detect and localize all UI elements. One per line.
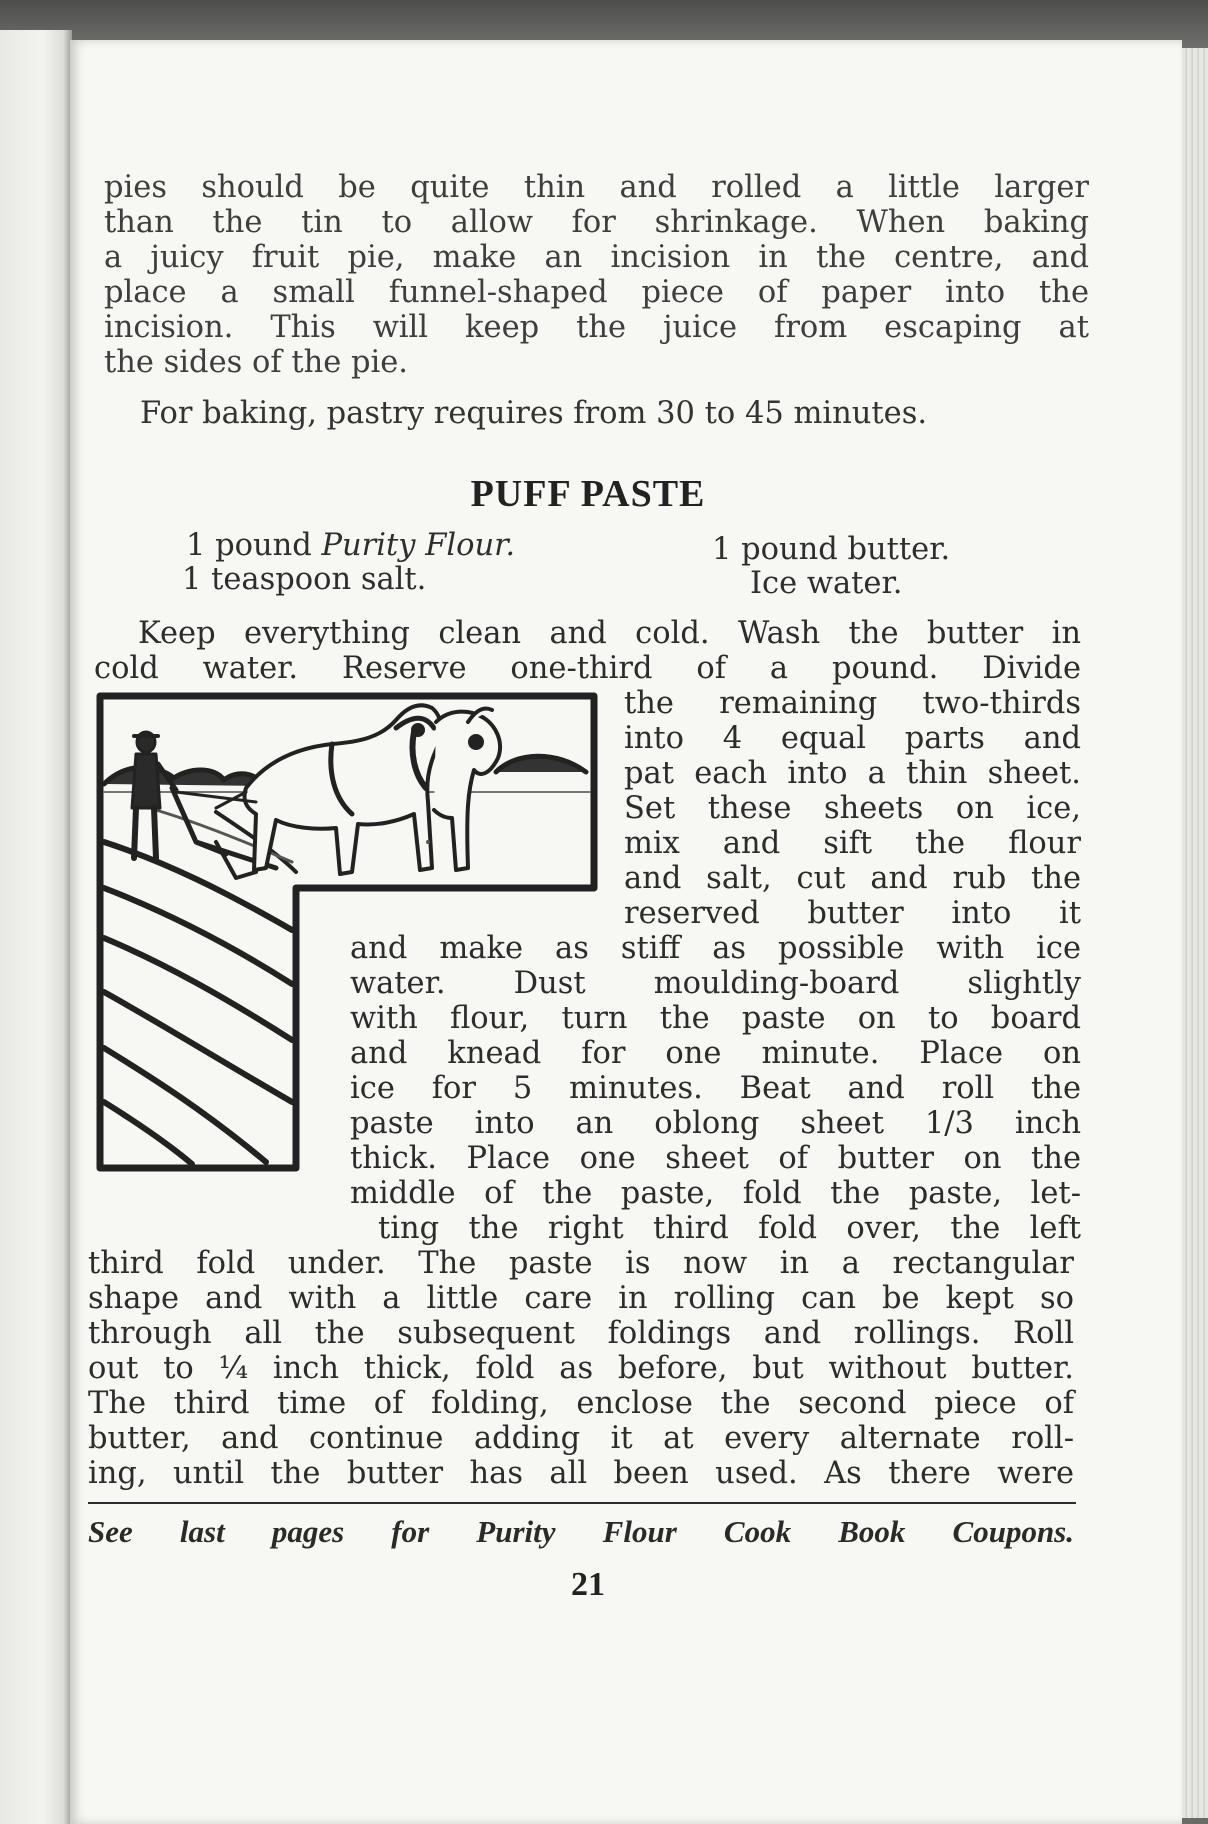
text-line: paste into an oblong sheet 1/3 inch [350, 1106, 1081, 1141]
text-line: incision. This will keep the juice from escaping at [104, 310, 1089, 345]
farmer-figure [132, 732, 176, 858]
text-line: than the tin to allow for shrinkage. When baking [104, 205, 1089, 240]
ingredient-water: Ice water. [750, 566, 903, 601]
text-line: and salt, cut and rub the [624, 861, 1081, 896]
text-line: water. Dust moulding-board slightly [350, 966, 1081, 1001]
method-paragraph-mid [350, 931, 1081, 1246]
ingredient-salt: 1 teaspoon salt. [182, 562, 427, 597]
text-line: into 4 equal parts and [624, 721, 1081, 756]
method-paragraph-wrap [624, 686, 1081, 931]
text-line: ice for 5 minutes. Beat and roll the [350, 1071, 1081, 1106]
text-line: butter, and continue adding it at every alternate roll- [88, 1421, 1074, 1456]
method-paragraph-full [88, 1246, 1074, 1491]
text-line: ing, until the butter has all been used. As there were [88, 1456, 1074, 1491]
text-line: the sides of the pie. [104, 345, 408, 380]
text-line: reserved butter into it [624, 896, 1081, 931]
text-line: mix and sift the flour [624, 826, 1081, 861]
text-line: Set these sheets on ice, [624, 791, 1081, 826]
text-line: The third time of folding, enclose the second piece of [88, 1386, 1074, 1421]
text-line: and knead for one minute. Place on [350, 1036, 1081, 1071]
recipe-title: PUFF PASTE [470, 473, 706, 515]
page-number: 21 [571, 1566, 605, 1603]
text-line: pat each into a thin sheet. [624, 756, 1081, 791]
ingredient-butter: 1 pound butter. [712, 532, 951, 567]
text-line: out to ¼ inch thick, fold as before, but without butter. [88, 1351, 1074, 1386]
text-line: Keep everything clean and cold. Wash the butter in [138, 616, 1081, 651]
text-line: with flour, turn the paste on to board [350, 1001, 1081, 1036]
ingredient-flour [186, 528, 515, 563]
text-line: the remaining two-thirds [624, 686, 1081, 721]
intro-paragraph [104, 170, 1089, 380]
book-page [70, 40, 1182, 1824]
text-line: pies should be quite thin and rolled a little larger [104, 170, 1089, 205]
text-line: a juicy fruit pie, make an incision in the centre, and [104, 240, 1089, 275]
footer-rule [88, 1502, 1076, 1504]
flour-brand: Purity Flour. [321, 528, 516, 563]
method-paragraph-top [94, 616, 1081, 686]
left-page-edge [0, 30, 72, 1824]
baking-time-paragraph: For baking, pastry requires from 30 to 45 minutes. [140, 396, 928, 431]
footer-note: See last pages for Purity Flour Cook Book Coupons. [88, 1514, 1074, 1549]
text-line: middle of the paste, fold the paste, let- [350, 1176, 1081, 1211]
text-line: thick. Place one sheet of butter on the [350, 1141, 1081, 1176]
text-line: ting the right third fold over, the left [378, 1211, 1081, 1246]
text-line: through all the subsequent foldings and rollings. Roll [88, 1316, 1074, 1351]
text-line: third fold under. The paste is now in a rectangular [88, 1246, 1074, 1281]
ingredient-list [0, 528, 1208, 608]
horses-figure [244, 705, 500, 874]
text-line: shape and with a little care in rolling can be kept so [88, 1281, 1074, 1316]
text-line: and make as stiff as possible with ice [350, 931, 1081, 966]
text-line: place a small funnel-shaped piece of paper into the [104, 275, 1089, 310]
flour-quantity: 1 pound [186, 528, 312, 563]
text-line: cold water. Reserve one-third of a pound. Divide [94, 651, 1081, 686]
